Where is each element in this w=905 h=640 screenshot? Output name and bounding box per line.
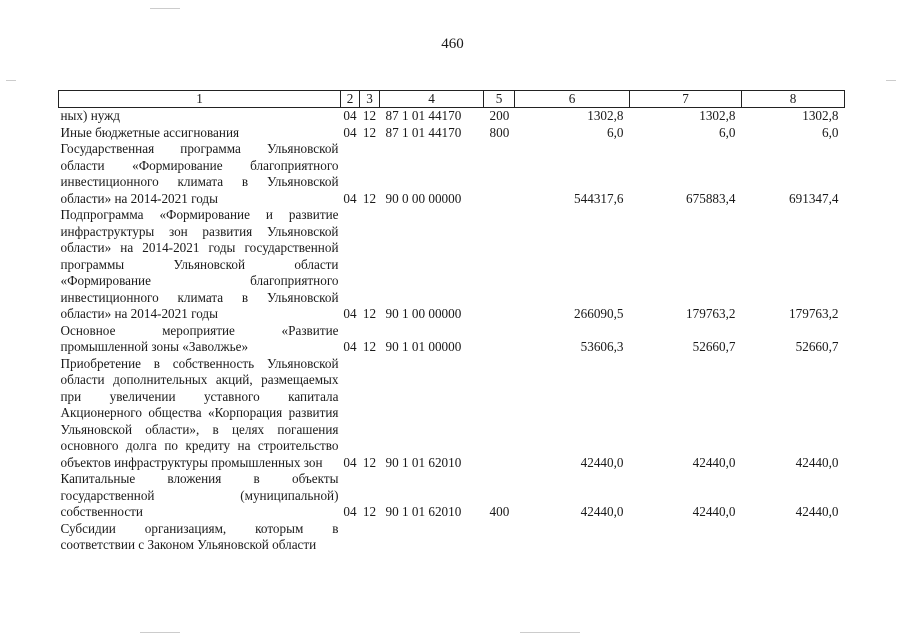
- row-amount-2: 42440,0: [692, 454, 736, 470]
- table-row: [59, 471, 845, 521]
- row-subsection: 12: [362, 108, 377, 123]
- row-amount-3: 179763,2: [789, 306, 839, 321]
- row-target-code: 87 1 01 44170: [385, 124, 462, 140]
- row-amount-1: 53606,3: [580, 339, 624, 354]
- row-amount-3: 6,0: [822, 124, 839, 140]
- row-expense-type: 800: [489, 124, 510, 140]
- page-number: 460: [441, 36, 464, 52]
- scan-speck: [140, 632, 180, 633]
- table-row: [59, 125, 845, 142]
- row-amount-1: [515, 521, 630, 554]
- row-subsection: 12: [362, 124, 377, 140]
- header-cell: 5: [484, 91, 515, 108]
- row-amount-3: 42440,0: [795, 504, 839, 519]
- row-subsection: 12: [362, 454, 377, 470]
- row-target-code: 90 1 01 00000: [385, 339, 462, 354]
- table-row: [59, 207, 845, 323]
- row-subsection: 12: [362, 504, 377, 519]
- row-amount-3: 52660,7: [795, 339, 839, 354]
- row-name: ных) нужд: [60, 108, 120, 123]
- row-expense-type: [484, 141, 515, 207]
- row-name: Иные бюджетные ассигнования: [60, 124, 240, 140]
- row-amount-1: 42440,0: [580, 504, 624, 519]
- scan-speck: [886, 80, 896, 81]
- row-section: 04: [343, 306, 357, 321]
- table-row: [59, 141, 845, 207]
- row-amount-2: 42440,0: [692, 504, 736, 519]
- scan-speck: [150, 8, 180, 9]
- row-name: Приобретение в собственность Ульяновской области дополнительных акций, размещаемых при увеличении уставного капитала Акционерного общества «Корпорация развития Ульяновской области», в целях погашения основного долга по кредиту на строительство объектов инфраструктуры промышленных зон: [60, 355, 339, 470]
- header-cell: 7: [630, 91, 742, 108]
- row-expense-type: 400: [489, 504, 510, 519]
- row-amount-2: [630, 521, 742, 554]
- table-header-row: [59, 91, 845, 108]
- header-cell: 6: [515, 91, 630, 108]
- row-subsection: 12: [362, 190, 377, 206]
- header-cell: 3: [360, 91, 380, 108]
- row-expense-type: [484, 356, 515, 472]
- row-amount-1: 544317,6: [574, 190, 624, 206]
- row-name: Государственная программа Ульяновской области «Формирование благоприятного инвестиционного климата в Ульяновской области» на 2014-2021 годы: [60, 141, 339, 206]
- table-row: [59, 108, 845, 125]
- row-expense-type: [484, 521, 515, 554]
- row-target-code: 90 1 01 62010: [385, 454, 462, 470]
- table-row: [59, 323, 845, 356]
- row-expense-type: 200: [489, 108, 510, 123]
- table-row: [59, 521, 845, 554]
- row-amount-3: 691347,4: [789, 190, 839, 206]
- row-section: 04: [343, 108, 357, 123]
- row-amount-1: 42440,0: [580, 454, 624, 470]
- row-amount-1: 266090,5: [574, 306, 624, 321]
- row-target-code: 90 0 00 00000: [385, 190, 462, 206]
- row-amount-2: 675883,4: [686, 190, 736, 206]
- row-amount-1: 6,0: [607, 124, 624, 140]
- table-row: [59, 356, 845, 472]
- header-cell: 4: [380, 91, 484, 108]
- row-target-code: 90 1 00 00000: [385, 306, 462, 321]
- row-section: 04: [343, 190, 357, 206]
- row-name: Капитальные вложения в объекты государственной (муниципальной) собственности: [60, 471, 339, 519]
- row-name: Основное мероприятие «Развитие промышленной зоны «Заволжье»: [60, 322, 339, 354]
- row-target-code: 87 1 01 44170: [385, 108, 462, 123]
- row-expense-type: [484, 323, 515, 356]
- row-amount-3: 42440,0: [795, 454, 839, 470]
- row-section: 04: [343, 339, 357, 354]
- scan-speck: [520, 632, 580, 633]
- row-section: 04: [343, 454, 357, 470]
- scan-speck: [6, 80, 16, 81]
- row-target-code: 90 1 01 62010: [385, 504, 462, 519]
- row-subsection: [360, 521, 380, 554]
- row-amount-2: 1302,8: [699, 108, 736, 123]
- row-section: [341, 521, 360, 554]
- row-section: 04: [343, 124, 357, 140]
- row-name: Субсидии организациям, которым в соответствии с Законом Ульяновской области: [60, 520, 339, 552]
- row-amount-3: 1302,8: [802, 108, 839, 123]
- row-amount-1: 1302,8: [587, 108, 624, 123]
- row-section: 04: [343, 504, 357, 519]
- row-amount-2: 52660,7: [692, 339, 736, 354]
- row-amount-2: 6,0: [719, 124, 736, 140]
- row-expense-type: [484, 207, 515, 323]
- row-subsection: 12: [362, 306, 377, 321]
- budget-table: [58, 90, 844, 554]
- header-cell: 2: [341, 91, 360, 108]
- row-subsection: 12: [362, 339, 377, 354]
- header-cell: 8: [742, 91, 845, 108]
- row-amount-2: 179763,2: [686, 306, 736, 321]
- header-cell: 1: [59, 91, 341, 108]
- row-name: Подпрограмма «Формирование и развитие инфраструктуры зон развития Ульяновской области» на 2014-2021 годы государственной программы Ульяновской области «Формирование благоприятного инвестиционного климата в Ульяновской области» на 2014-2021 годы: [60, 207, 339, 321]
- row-amount-3: [742, 521, 845, 554]
- row-target-code: [380, 521, 484, 554]
